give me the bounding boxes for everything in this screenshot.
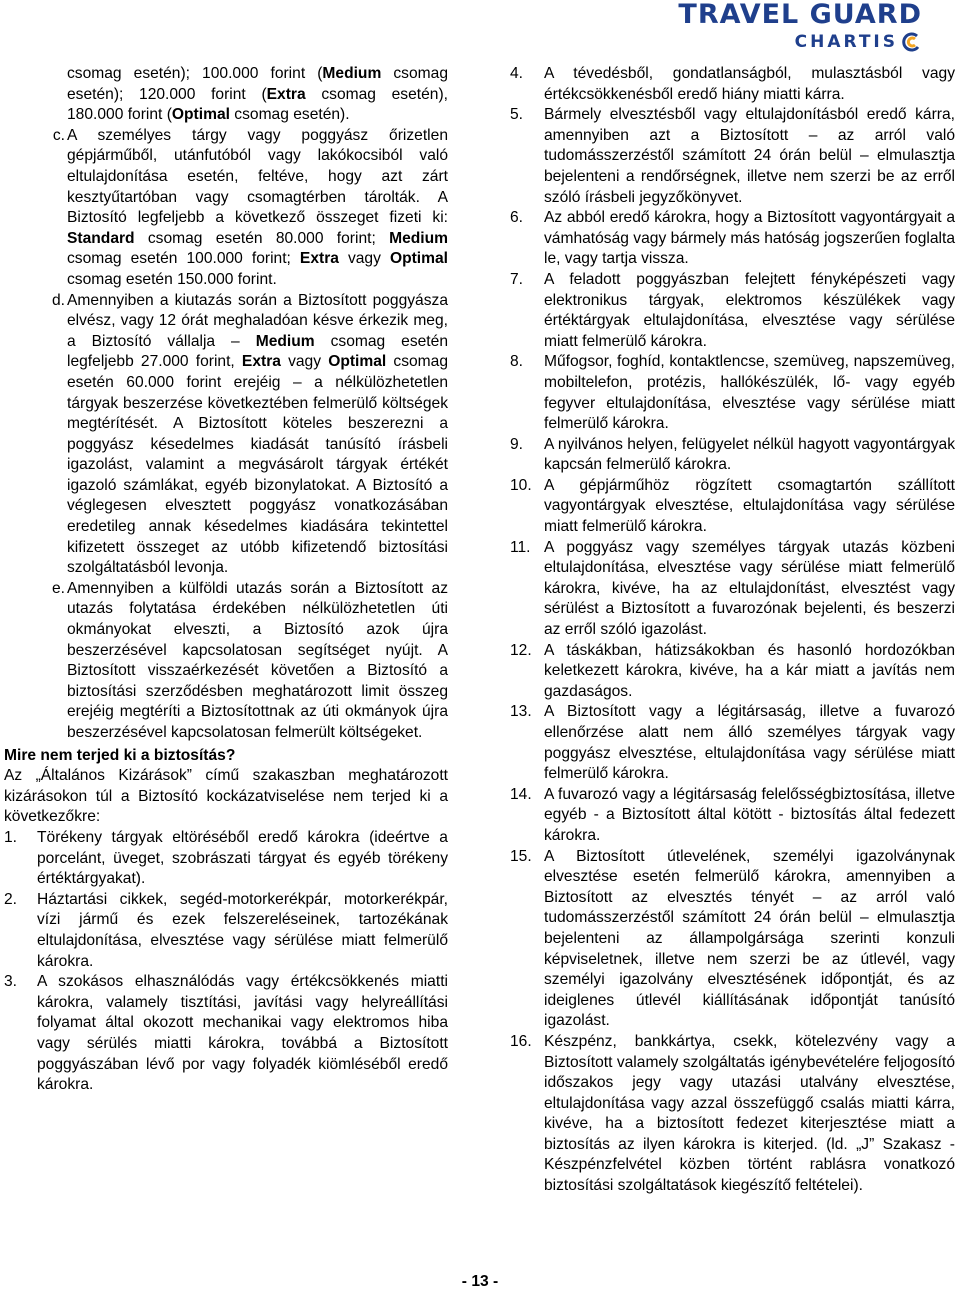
list-marker: 8. (510, 353, 524, 371)
bold-text: Optimal (171, 106, 230, 124)
text-run: A személyes tárgy vagy poggyász őrizetlen gépjárműből, utánfutóból vagy lakókocsiból való eltulajdonítása esetén, feltéve, hogy azt zárt kesztyűtartóban vagy csomagtérben tárolták. A Biztosító legfeljebb a következő összeget fizeti ki: (67, 126, 448, 227)
chartis-swirl-icon (900, 32, 922, 52)
list-marker: 9. (510, 435, 524, 453)
text-run: csomag esetén); 100.000 forint ( (67, 65, 323, 82)
list-marker: 16. (510, 1032, 532, 1050)
list-item-text: Bármely elvesztésből vagy eltulajdonításból eredő kárra, amennyiben azt a Biztosított – az arról való tudomásszerzéstől számított 24 órán belül – elmulasztja bejelenteni a rendőrségnek, illetve nem szerzi be az erről szóló írásbeli jegyzőkönyvet. (544, 106, 955, 206)
section-heading: Mire nem terjed ki a biztosítás? (4, 746, 236, 764)
list-item (510, 641, 955, 703)
list-item-text: A táskákban, hátizsákokban és hasonló hordozókban keletkezett károkra, kivéve, ha a kár miatt a javítás nem gazdaságos. (544, 641, 955, 700)
logo-company-row (678, 32, 922, 52)
list-item-text: Háztartási cikkek, segéd-motorkerékpár, motorkerékpár, vízi jármű és ezek felszereléseinek, tartozékának eltulajdonítása, elvesztése vagy sérülése miatt felmerülő károkra. (37, 890, 448, 970)
list-item-text: Készpénz, bankkártya, csekk, kötelezvény vagy a Biztosított valamely szolgáltatás igénybevételére feljogosító időszakos jegy vagy utazási utalvány elvesztése, eltulajdonítása vagy azzal összefüggő csalás miatti kárra, kivéve, ha a biztosított fedezet kiterjesztése miatt a biztosítás az ilyen károkra is kiterjed. (ld. „J” Szakasz - Készpénzfelvétel közben történt rablásra vonatkozó biztosítási szolgáltatások kiegészítő feltételei). (544, 1032, 955, 1195)
list-item (510, 847, 955, 1032)
list-item (510, 702, 955, 784)
bold-text: Medium (255, 332, 315, 350)
list-item (510, 785, 955, 847)
bold-text: Medium (322, 65, 382, 82)
list-marker: d. (51, 291, 65, 309)
list-item-text: A fuvarozó vagy a légitársaság felelősségbiztosítása, illetve egyéb - a Biztosított által kötött - biztosítás által fedezett károkra. (544, 785, 955, 844)
list-item (4, 126, 448, 291)
list-item-text: A nyilvános helyen, felügyelet nélkül hagyott vagyontárgyak kapcsán felmerülő károkra. (544, 435, 955, 474)
bold-text: Standard (67, 229, 135, 247)
list-item (510, 435, 955, 476)
list-item (510, 270, 955, 352)
list-item-text: Az abból eredő károkra, hogy a Biztosított vagyontárgyait a vámhatóság vagy bármely más hatóság jogszerűen foglalta le, vagy tartja vissza. (544, 209, 955, 268)
list-marker: 6. (510, 209, 524, 227)
bold-text: Extra (241, 353, 281, 371)
text-run: csomag esetén 100.000 forint; (67, 250, 300, 268)
bold-text: Extra (266, 85, 306, 103)
list-item-text: A feladott poggyászban felejtett fényképészeti vagy elektronikus tárgyak, elektromos készülékek vagy értéktárgyak eltulajdonítása, elvesztése vagy sérülése miatt felmerülő károkra. (544, 270, 955, 350)
list-marker: 1. (4, 828, 18, 846)
list-item (4, 291, 448, 579)
exclusions-list-right (510, 64, 955, 1197)
intro-paragraph (4, 64, 448, 126)
list-item (510, 476, 955, 538)
list-marker: 14. (510, 785, 532, 803)
list-marker: e. (51, 579, 65, 597)
list-item (4, 579, 448, 744)
text-run: Amennyiben a külföldi utazás során a Biztosított az utazás folytatása érdekében nélkülözhetetlen úti okmányokat elveszti, a Biztosító azok újra beszerzésével kapcsolatosan segítséget nyújt. A Biztosított visszaérkezését követően a Biztosító a biztosítási szerződésben meghatározott limit összeg erejéig megtéríti a Biztosítottnak az úti okmányok újra beszerzésével kapcsolatosan felmerült költségeket. (67, 579, 448, 741)
list-marker: 10. (510, 476, 532, 494)
list-marker: c. (52, 126, 65, 144)
list-item (510, 538, 955, 641)
list-item (4, 828, 448, 890)
text-run: csomag esetén legfeljebb 27.000 forint, (67, 332, 448, 371)
list-item-text: A szokásos elhasználódás vagy értékcsökkenés miatti károkra, valamely tisztítási, javítási vagy helyreállítási folyamat által okozott mechanikai vagy elektromos hiba vagy sérülés miatti károkra, továbbá a Biztosított poggyászában lévő por vagy folyadék kiömléséből eredő károkra. (37, 973, 448, 1094)
bold-text: Optimal (328, 353, 387, 371)
list-item (510, 105, 955, 208)
travel-guard-logo (678, 0, 922, 52)
list-marker: 15. (510, 847, 532, 865)
list-item-text: A Biztosított útlevelének, személyi igazolványnak elvesztése esetén felmerülő károkra, amennyiben a Biztosított az elvesztés tényét – az arról való tudomásszerzéstől számított 24 órán belül – elmulasztja bejelenteni az állampolgársága szerinti konzuli képviseletnek, illetve nem szerzi be az útlevél, vagy személyi igazolvány elvesztésének időpontját, és az ideiglenes útlevél kiállításának időpontját tanúsító igazolást. (544, 847, 955, 1030)
list-item (510, 352, 955, 434)
list-item-text (67, 291, 448, 579)
list-item-text: Törékeny tárgyak eltöréséből eredő károkra (ideértve a porcelánt, üveget, szobrászati tárgyat és egyéb törékeny értéktárgyakat). (37, 828, 448, 888)
list-marker: 5. (510, 106, 524, 124)
exclusions-intro: Az „Általános Kizárások” című szakaszban meghatározott kizárásokon túl a Biztosító kockázatviselése nem terjed ki a következőkre: (4, 767, 448, 826)
text-run: vagy (280, 353, 329, 371)
left-intro (67, 65, 448, 123)
text-run: csomag esetén 60.000 forint erejéig – a nélkülözhetetlen tárgyak beszerzése következtében felmerülő költségek megtérítését. A Biztosított köteles beszerezni a poggyász késedelmes kiadását tanúsító írásbeli igazolást, valamint a megvásárolt tárgyak értékét igazoló számlákat, egyéb bizonylatokat. A Biztosító a véglegesen elvesztett poggyász vonatkozásában eredetileg annak késedelmes kiadására tekintettel kifizetett összeget az utóbb kifizetendő biztosítási szolgáltatásból levonja. (67, 353, 449, 577)
text-run: csomag esetén 150.000 forint. (67, 270, 277, 288)
bold-text: Extra (299, 250, 339, 268)
page-number: - 13 - (461, 1273, 499, 1290)
list-item (510, 208, 955, 270)
right-column (510, 64, 955, 1197)
bold-text: Medium (389, 229, 448, 247)
logo-brand: TRAVEL GUARD (678, 0, 922, 30)
list-marker: 2. (4, 890, 18, 908)
list-item (4, 890, 448, 972)
list-item-text: Műfogsor, foghíd, kontaktlencse, szemüveg, napszemüveg, mobiltelefon, protézis, hallókészülék, lő- vagy egyéb fegyver eltulajdonítása, elvesztése vagy sérülése miatt felmerülő károkra. (544, 353, 955, 433)
list-marker: 13. (510, 703, 532, 721)
text-run: csomag esetén), 180.000 forint ( (67, 85, 448, 124)
list-item-text: A gépjárműhöz rögzített csomagtartón szállított vagyontárgyak elvesztése, eltulajdonítása vagy sérülése miatt felmerülő károkra. (544, 476, 955, 536)
list-marker: 12. (510, 641, 532, 659)
list-item (4, 972, 448, 1096)
bold-text: Optimal (389, 250, 448, 268)
list-item-text: A poggyász vagy személyes tárgyak utazás közbeni eltulajdonítása, elvesztése vagy sérülése miatt felmerülő károkra, kivéve, ha az eltulajdonítást, elvesztést vagy sérülést a Biztosított a fuvarozónak bejelenti, és beszerzi az erről szóló igazolást. (544, 538, 955, 639)
left-column (4, 64, 448, 1096)
text-run: csomag esetén). (229, 106, 350, 124)
list-marker: 3. (4, 973, 18, 991)
list-item (510, 1032, 955, 1197)
list-marker: 11. (510, 538, 531, 556)
list-item-text (67, 126, 448, 291)
logo-company: CHARTIS (794, 32, 898, 52)
list-item-text: A Biztosított vagy a légitársaság, illetve a fuvarozó ellenőrzése alatt nem álló személyes tárgyak vagy poggyász elvesztése, eltulajdonítása vagy sérülése miatt felmerülő károkra. (544, 703, 955, 783)
list-marker: 4. (510, 65, 524, 82)
list-marker: 7. (510, 270, 524, 288)
list-item-text (67, 579, 448, 744)
list-item-text: A tévedésből, gondatlanságból, mulasztásból vagy értékcsökkenésből eredő hiány miatti kárra. (544, 65, 955, 103)
lettered-list (4, 126, 448, 744)
text-run: Amennyiben a kiutazás során a Biztosított poggyásza elvész, vagy 12 órát meghaladóan késve érkezik meg, a Biztosító vállalja – (67, 291, 448, 350)
exclusions-list-left (4, 828, 448, 1096)
text-run: csomag esetén); 120.000 forint ( (67, 65, 448, 103)
text-run: csomag esetén 80.000 forint; (134, 229, 390, 247)
list-item (510, 64, 955, 105)
text-run: vagy (338, 250, 390, 268)
